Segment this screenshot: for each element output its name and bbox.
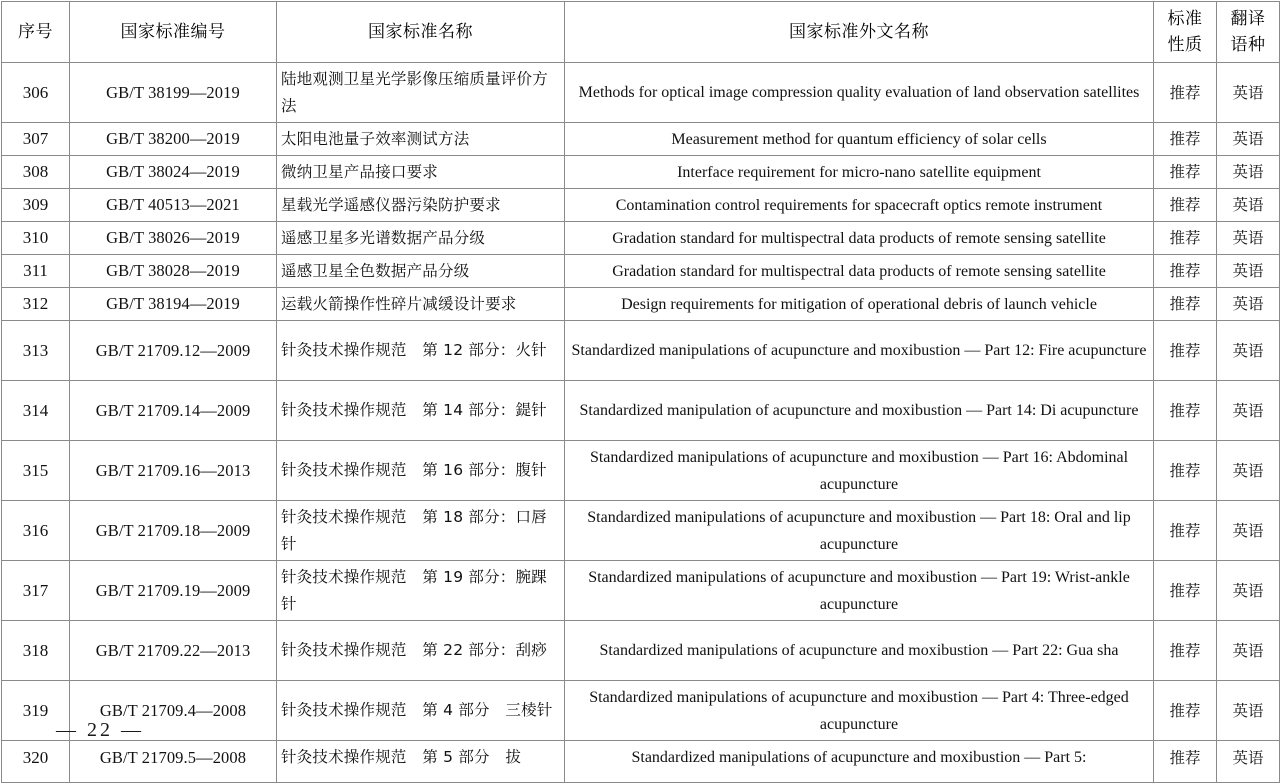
cell-standard-code: GB/T 38028—2019: [70, 255, 277, 288]
cell-seq: 319: [2, 681, 70, 741]
cell-name-foreign: Standardized manipulation of acupuncture and moxibustion — Part 14: Di acupuncture: [565, 381, 1154, 441]
cell-language: 英语: [1217, 501, 1280, 561]
column-header-standard-name-foreign: [565, 2, 1154, 63]
cell-nature: 推荐: [1154, 561, 1217, 621]
cell-standard-code: GB/T 21709.14—2009: [70, 381, 277, 441]
column-header-standard-name-zh-line1: 国家标准名称: [368, 22, 473, 42]
table-row: [2, 381, 1280, 441]
cell-standard-code: GB/T 38026—2019: [70, 222, 277, 255]
cell-language: 英语: [1217, 321, 1280, 381]
column-header-seq-line1: 序号: [18, 22, 53, 42]
table-row: [2, 501, 1280, 561]
column-header-translation-language-line2: 语种: [1230, 35, 1266, 55]
cell-name-zh: 针灸技术操作规范 第 14 部分：鍉针: [277, 381, 565, 441]
column-header-standard-nature: [1154, 2, 1217, 63]
cell-name-foreign: Standardized manipulations of acupuncture and moxibustion — Part 19: Wrist-ankle acupuncture: [565, 561, 1154, 621]
cell-name-foreign: Design requirements for mitigation of operational debris of launch vehicle: [565, 288, 1154, 321]
cell-standard-code: GB/T 38199—2019: [70, 63, 277, 123]
cell-name-zh: 运载火箭操作性碎片减缓设计要求: [277, 288, 565, 321]
cell-name-zh: 遥感卫星全色数据产品分级: [277, 255, 565, 288]
cell-name-foreign: Standardized manipulations of acupuncture and moxibustion — Part 12: Fire acupuncture: [565, 321, 1154, 381]
table-row: [2, 255, 1280, 288]
cell-nature: 推荐: [1154, 681, 1217, 741]
cell-name-foreign: Standardized manipulations of acupuncture and moxibustion — Part 22: Gua sha: [565, 621, 1154, 681]
table-row: [2, 288, 1280, 321]
column-header-standard-code-line1: 国家标准编号: [120, 22, 226, 42]
document-page: [0, 1, 1280, 767]
cell-nature: 推荐: [1154, 441, 1217, 501]
cell-name-zh: 针灸技术操作规范 第 5 部分 拔: [277, 741, 565, 783]
column-header-standard-nature-line1: 标准: [1167, 9, 1203, 29]
cell-nature: 推荐: [1154, 255, 1217, 288]
cell-name-zh: 针灸技术操作规范 第 16 部分：腹针: [277, 441, 565, 501]
cell-name-zh: 太阳电池量子效率测试方法: [277, 123, 565, 156]
cell-language: 英语: [1217, 123, 1280, 156]
column-header-standard-nature-line2: 性质: [1167, 35, 1203, 55]
column-header-seq: [2, 2, 70, 63]
cell-seq: 309: [2, 189, 70, 222]
column-header-translation-language: [1217, 2, 1280, 63]
cell-name-foreign: Standardized manipulations of acupuncture and moxibustion — Part 5:: [565, 741, 1154, 783]
column-header-standard-name-zh: [277, 2, 565, 63]
cell-name-foreign: Measurement method for quantum efficiency of solar cells: [565, 123, 1154, 156]
cell-name-foreign: Gradation standard for multispectral data products of remote sensing satellite: [565, 255, 1154, 288]
cell-seq: 318: [2, 621, 70, 681]
cell-standard-code: GB/T 21709.19—2009: [70, 561, 277, 621]
cell-language: 英语: [1217, 381, 1280, 441]
cell-language: 英语: [1217, 621, 1280, 681]
cell-name-foreign: Standardized manipulations of acupuncture and moxibustion — Part 18: Oral and lip acupuncture: [565, 501, 1154, 561]
cell-standard-code: GB/T 21709.18—2009: [70, 501, 277, 561]
cell-nature: 推荐: [1154, 156, 1217, 189]
cell-seq: 313: [2, 321, 70, 381]
cell-name-zh: 针灸技术操作规范 第 19 部分：腕踝针: [277, 561, 565, 621]
table-row: [2, 741, 1280, 783]
cell-language: 英语: [1217, 63, 1280, 123]
cell-standard-code: GB/T 40513—2021: [70, 189, 277, 222]
cell-nature: 推荐: [1154, 321, 1217, 381]
cell-name-foreign: Standardized manipulations of acupuncture and moxibustion — Part 4: Three-edged acupuncture: [565, 681, 1154, 741]
cell-nature: 推荐: [1154, 123, 1217, 156]
cell-name-zh: 针灸技术操作规范 第 22 部分：刮痧: [277, 621, 565, 681]
table-row: [2, 321, 1280, 381]
cell-standard-code: GB/T 38194—2019: [70, 288, 277, 321]
cell-name-zh: 针灸技术操作规范 第 4 部分 三棱针: [277, 681, 565, 741]
cell-name-zh: 星载光学遥感仪器污染防护要求: [277, 189, 565, 222]
cell-nature: 推荐: [1154, 741, 1217, 783]
cell-language: 英语: [1217, 222, 1280, 255]
cell-seq: 314: [2, 381, 70, 441]
cell-name-foreign: Interface requirement for micro-nano satellite equipment: [565, 156, 1154, 189]
cell-seq: 308: [2, 156, 70, 189]
cell-seq: 317: [2, 561, 70, 621]
cell-standard-code: GB/T 38024—2019: [70, 156, 277, 189]
cell-name-foreign: Methods for optical image compression quality evaluation of land observation satellites: [565, 63, 1154, 123]
column-header-standard-code: [70, 2, 277, 63]
cell-nature: 推荐: [1154, 621, 1217, 681]
table-row: [2, 63, 1280, 123]
cell-seq: 320: [2, 741, 70, 783]
cell-name-zh: 针灸技术操作规范 第 12 部分：火针: [277, 321, 565, 381]
cell-name-foreign: Gradation standard for multispectral data products of remote sensing satellite: [565, 222, 1154, 255]
cell-seq: 316: [2, 501, 70, 561]
table-header: [2, 2, 1280, 63]
cell-standard-code: GB/T 21709.5—2008: [70, 741, 277, 783]
cell-seq: 310: [2, 222, 70, 255]
column-header-standard-name-foreign-line1: 国家标准外文名称: [789, 22, 929, 42]
cell-nature: 推荐: [1154, 288, 1217, 321]
cell-language: 英语: [1217, 741, 1280, 783]
cell-name-zh: 陆地观测卫星光学影像压缩质量评价方法: [277, 63, 565, 123]
cell-nature: 推荐: [1154, 501, 1217, 561]
cell-seq: 306: [2, 63, 70, 123]
cell-seq: 311: [2, 255, 70, 288]
column-header-translation-language-line1: 翻译: [1230, 9, 1266, 29]
cell-standard-code: GB/T 21709.16—2013: [70, 441, 277, 501]
cell-seq: 307: [2, 123, 70, 156]
cell-seq: 315: [2, 441, 70, 501]
cell-nature: 推荐: [1154, 222, 1217, 255]
cell-standard-code: GB/T 21709.12—2009: [70, 321, 277, 381]
cell-language: 英语: [1217, 561, 1280, 621]
cell-nature: 推荐: [1154, 63, 1217, 123]
cell-standard-code: GB/T 21709.22—2013: [70, 621, 277, 681]
standards-table: [1, 1, 1280, 783]
table-row: [2, 189, 1280, 222]
cell-language: 英语: [1217, 255, 1280, 288]
cell-name-foreign: Contamination control requirements for spacecraft optics remote instrument: [565, 189, 1154, 222]
table-row: [2, 561, 1280, 621]
cell-name-zh: 遥感卫星多光谱数据产品分级: [277, 222, 565, 255]
table-row: [2, 222, 1280, 255]
cell-name-foreign: Standardized manipulations of acupuncture and moxibustion — Part 16: Abdominal acupuncture: [565, 441, 1154, 501]
cell-language: 英语: [1217, 681, 1280, 741]
table-row: [2, 621, 1280, 681]
table-row: [2, 156, 1280, 189]
cell-standard-code: GB/T 38200—2019: [70, 123, 277, 156]
cell-name-zh: 微纳卫星产品接口要求: [277, 156, 565, 189]
cell-name-zh: 针灸技术操作规范 第 18 部分：口唇针: [277, 501, 565, 561]
page-number: — 22 —: [56, 719, 144, 741]
cell-nature: 推荐: [1154, 189, 1217, 222]
table-row: [2, 123, 1280, 156]
cell-language: 英语: [1217, 288, 1280, 321]
cell-seq: 312: [2, 288, 70, 321]
table-body: [2, 63, 1280, 783]
table-row: [2, 441, 1280, 501]
table-header-row: [2, 2, 1280, 63]
cell-nature: 推荐: [1154, 381, 1217, 441]
cell-language: 英语: [1217, 441, 1280, 501]
cell-language: 英语: [1217, 189, 1280, 222]
cell-standard-code: GB/T 21709.4—2008: [70, 681, 277, 741]
cell-language: 英语: [1217, 156, 1280, 189]
